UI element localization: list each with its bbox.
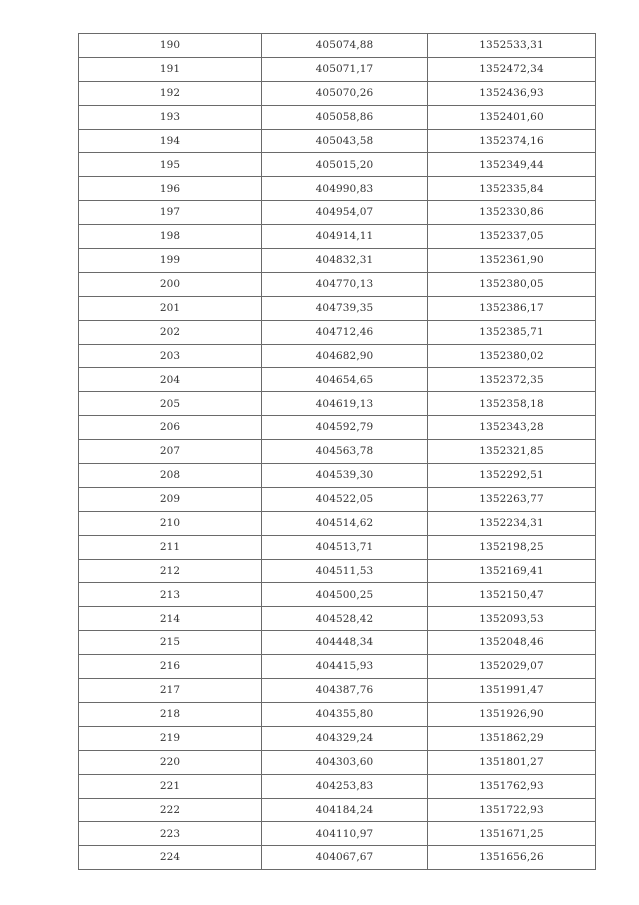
- table-row: [79, 583, 596, 607]
- x-coordinate-cell: 405070,26: [262, 81, 428, 105]
- table-row: [79, 679, 596, 703]
- y-coordinate-cell: 1352029,07: [428, 655, 596, 679]
- x-coordinate-cell: 404511,53: [262, 559, 428, 583]
- table-row: [79, 726, 596, 750]
- point-number-cell: 221: [79, 774, 262, 798]
- y-coordinate-cell: 1352150,47: [428, 583, 596, 607]
- x-coordinate-cell: 404619,13: [262, 392, 428, 416]
- y-coordinate-cell: 1352374,16: [428, 129, 596, 153]
- table-row: [79, 153, 596, 177]
- x-coordinate-cell: 404682,90: [262, 344, 428, 368]
- y-coordinate-cell: 1352386,17: [428, 296, 596, 320]
- y-coordinate-cell: 1352263,77: [428, 487, 596, 511]
- point-number-cell: 209: [79, 487, 262, 511]
- point-number-cell: 198: [79, 225, 262, 249]
- point-number-cell: 206: [79, 416, 262, 440]
- y-coordinate-cell: 1352335,84: [428, 177, 596, 201]
- table-row: [79, 822, 596, 846]
- x-coordinate-cell: 405043,58: [262, 129, 428, 153]
- point-number-cell: 192: [79, 81, 262, 105]
- point-number-cell: 204: [79, 368, 262, 392]
- table-row: [79, 750, 596, 774]
- y-coordinate-cell: 1352048,46: [428, 631, 596, 655]
- point-number-cell: 208: [79, 464, 262, 488]
- point-number-cell: 207: [79, 440, 262, 464]
- table-row: [79, 105, 596, 129]
- table-row: [79, 440, 596, 464]
- x-coordinate-cell: 405071,17: [262, 57, 428, 81]
- x-coordinate-cell: 404448,34: [262, 631, 428, 655]
- coordinates-table: [78, 33, 596, 870]
- point-number-cell: 210: [79, 511, 262, 535]
- coordinates-table-body: [79, 34, 596, 870]
- point-number-cell: 200: [79, 272, 262, 296]
- y-coordinate-cell: 1352321,85: [428, 440, 596, 464]
- point-number-cell: 199: [79, 249, 262, 273]
- x-coordinate-cell: 404067,67: [262, 846, 428, 870]
- table-row: [79, 249, 596, 273]
- x-coordinate-cell: 404253,83: [262, 774, 428, 798]
- point-number-cell: 201: [79, 296, 262, 320]
- x-coordinate-cell: 405074,88: [262, 34, 428, 58]
- y-coordinate-cell: 1352330,86: [428, 201, 596, 225]
- table-row: [79, 631, 596, 655]
- table-row: [79, 81, 596, 105]
- x-coordinate-cell: 404387,76: [262, 679, 428, 703]
- x-coordinate-cell: 404522,05: [262, 487, 428, 511]
- table-row: [79, 320, 596, 344]
- table-row: [79, 177, 596, 201]
- table-row: [79, 296, 596, 320]
- point-number-cell: 220: [79, 750, 262, 774]
- x-coordinate-cell: 404513,71: [262, 535, 428, 559]
- point-number-cell: 193: [79, 105, 262, 129]
- table-row: [79, 129, 596, 153]
- point-number-cell: 196: [79, 177, 262, 201]
- table-row: [79, 559, 596, 583]
- y-coordinate-cell: 1351656,26: [428, 846, 596, 870]
- point-number-cell: 194: [79, 129, 262, 153]
- y-coordinate-cell: 1351991,47: [428, 679, 596, 703]
- x-coordinate-cell: 404110,97: [262, 822, 428, 846]
- table-row: [79, 368, 596, 392]
- table-row: [79, 774, 596, 798]
- point-number-cell: 216: [79, 655, 262, 679]
- point-number-cell: 219: [79, 726, 262, 750]
- x-coordinate-cell: 404539,30: [262, 464, 428, 488]
- table-row: [79, 201, 596, 225]
- table-row: [79, 487, 596, 511]
- point-number-cell: 205: [79, 392, 262, 416]
- x-coordinate-cell: 404990,83: [262, 177, 428, 201]
- x-coordinate-cell: 404184,24: [262, 798, 428, 822]
- y-coordinate-cell: 1352349,44: [428, 153, 596, 177]
- table-row: [79, 535, 596, 559]
- point-number-cell: 203: [79, 344, 262, 368]
- table-row: [79, 344, 596, 368]
- y-coordinate-cell: 1352380,05: [428, 272, 596, 296]
- point-number-cell: 215: [79, 631, 262, 655]
- y-coordinate-cell: 1351862,29: [428, 726, 596, 750]
- x-coordinate-cell: 405015,20: [262, 153, 428, 177]
- y-coordinate-cell: 1352093,53: [428, 607, 596, 631]
- table-row: [79, 416, 596, 440]
- point-number-cell: 224: [79, 846, 262, 870]
- x-coordinate-cell: 404954,07: [262, 201, 428, 225]
- table-row: [79, 272, 596, 296]
- point-number-cell: 218: [79, 702, 262, 726]
- x-coordinate-cell: 404654,65: [262, 368, 428, 392]
- x-coordinate-cell: 404415,93: [262, 655, 428, 679]
- y-coordinate-cell: 1352234,31: [428, 511, 596, 535]
- table-row: [79, 57, 596, 81]
- x-coordinate-cell: 404329,24: [262, 726, 428, 750]
- y-coordinate-cell: 1352372,35: [428, 368, 596, 392]
- point-number-cell: 202: [79, 320, 262, 344]
- point-number-cell: 223: [79, 822, 262, 846]
- x-coordinate-cell: 404500,25: [262, 583, 428, 607]
- y-coordinate-cell: 1352533,31: [428, 34, 596, 58]
- table-row: [79, 655, 596, 679]
- table-row: [79, 846, 596, 870]
- y-coordinate-cell: 1352198,25: [428, 535, 596, 559]
- x-coordinate-cell: 405058,86: [262, 105, 428, 129]
- y-coordinate-cell: 1352401,60: [428, 105, 596, 129]
- y-coordinate-cell: 1352436,93: [428, 81, 596, 105]
- y-coordinate-cell: 1352385,71: [428, 320, 596, 344]
- point-number-cell: 214: [79, 607, 262, 631]
- x-coordinate-cell: 404592,79: [262, 416, 428, 440]
- y-coordinate-cell: 1352472,34: [428, 57, 596, 81]
- y-coordinate-cell: 1351801,27: [428, 750, 596, 774]
- y-coordinate-cell: 1352292,51: [428, 464, 596, 488]
- y-coordinate-cell: 1351926,90: [428, 702, 596, 726]
- point-number-cell: 191: [79, 57, 262, 81]
- y-coordinate-cell: 1352343,28: [428, 416, 596, 440]
- y-coordinate-cell: 1351671,25: [428, 822, 596, 846]
- table-row: [79, 34, 596, 58]
- table-row: [79, 607, 596, 631]
- table-row: [79, 392, 596, 416]
- x-coordinate-cell: 404563,78: [262, 440, 428, 464]
- point-number-cell: 212: [79, 559, 262, 583]
- x-coordinate-cell: 404770,13: [262, 272, 428, 296]
- x-coordinate-cell: 404514,62: [262, 511, 428, 535]
- point-number-cell: 197: [79, 201, 262, 225]
- table-row: [79, 511, 596, 535]
- y-coordinate-cell: 1352361,90: [428, 249, 596, 273]
- x-coordinate-cell: 404712,46: [262, 320, 428, 344]
- x-coordinate-cell: 404739,35: [262, 296, 428, 320]
- y-coordinate-cell: 1351762,93: [428, 774, 596, 798]
- x-coordinate-cell: 404355,80: [262, 702, 428, 726]
- x-coordinate-cell: 404303,60: [262, 750, 428, 774]
- y-coordinate-cell: 1352169,41: [428, 559, 596, 583]
- point-number-cell: 213: [79, 583, 262, 607]
- table-row: [79, 225, 596, 249]
- y-coordinate-cell: 1352337,05: [428, 225, 596, 249]
- table-row: [79, 702, 596, 726]
- y-coordinate-cell: 1351722,93: [428, 798, 596, 822]
- x-coordinate-cell: 404914,11: [262, 225, 428, 249]
- table-row: [79, 798, 596, 822]
- table-row: [79, 464, 596, 488]
- y-coordinate-cell: 1352380,02: [428, 344, 596, 368]
- y-coordinate-cell: 1352358,18: [428, 392, 596, 416]
- point-number-cell: 217: [79, 679, 262, 703]
- point-number-cell: 222: [79, 798, 262, 822]
- x-coordinate-cell: 404528,42: [262, 607, 428, 631]
- point-number-cell: 190: [79, 34, 262, 58]
- point-number-cell: 211: [79, 535, 262, 559]
- point-number-cell: 195: [79, 153, 262, 177]
- x-coordinate-cell: 404832,31: [262, 249, 428, 273]
